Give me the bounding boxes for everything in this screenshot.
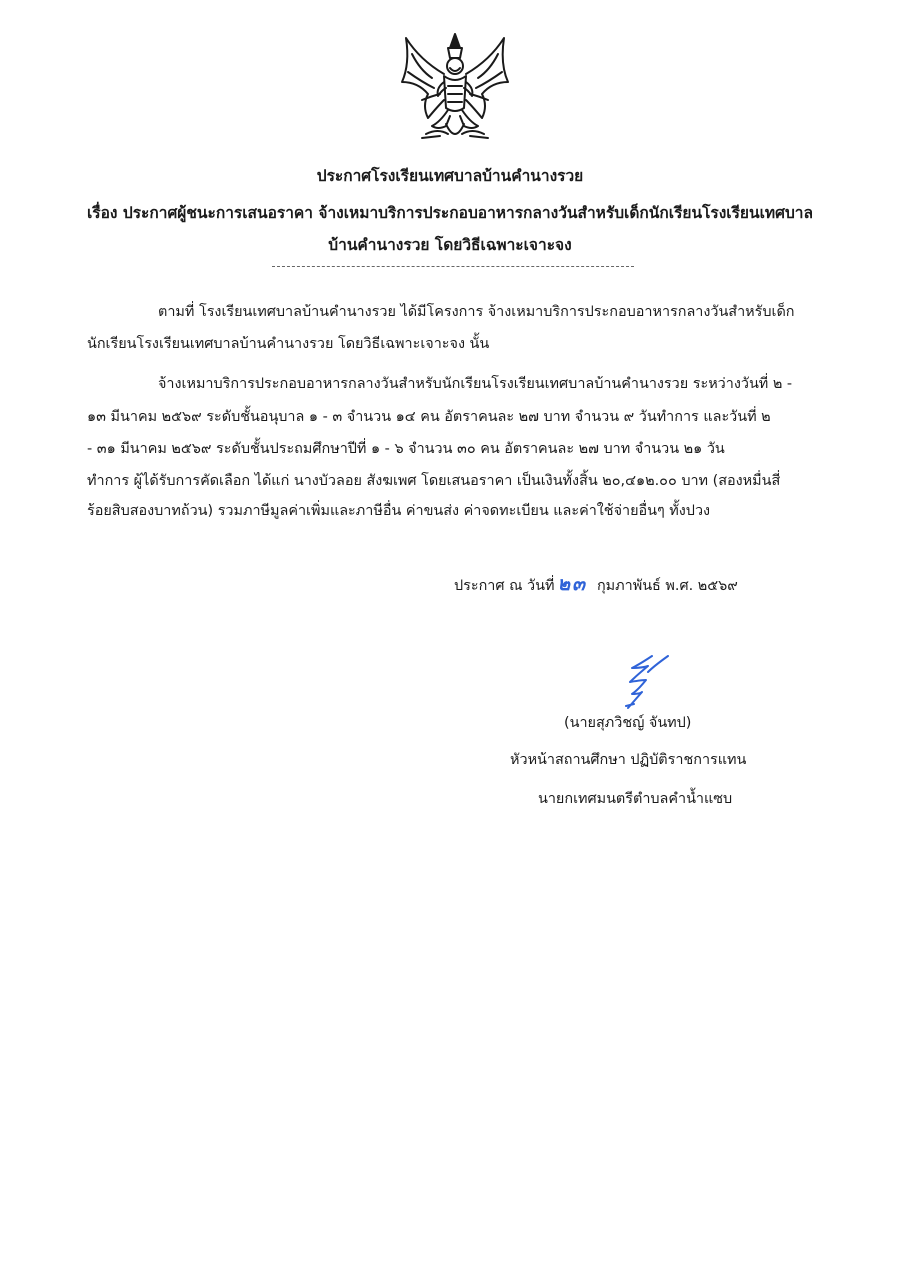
date-prefix: ประกาศ ณ วันที่ — [454, 578, 555, 594]
garuda-emblem-icon — [392, 30, 518, 148]
signatory-name: (นายสุภวิชญ์ จันทป) — [564, 715, 692, 731]
subject-line-1: เรื่อง ประกาศผู้ชนะการเสนอราคา จ้างเหมาบริการประกอบอาหารกลางวันสำหรับเด็กนักเรียนโรงเรียนเทศบาล — [86, 204, 813, 222]
handwritten-signature-icon — [618, 652, 678, 712]
signatory-position-2: นายกเทศมนตรีตำบลคำน้ำแซบ — [538, 791, 733, 807]
date-month-year: กุมภาพันธ์ พ.ศ. ๒๕๖๙ — [596, 578, 738, 594]
body-line: จ้างเหมาบริการประกอบอาหารกลางวันสำหรับนักเรียนโรงเรียนเทศบาลบ้านคำนางรวย ระหว่างวันที่ ๒ - — [158, 376, 793, 392]
body-line: นักเรียนโรงเรียนเทศบาลบ้านคำนางรวย โดยวิธีเฉพาะเจาะจง นั้น — [87, 336, 490, 352]
signatory-position-1: หัวหน้าสถานศึกษา ปฏิบัติราชการแทน — [510, 752, 747, 768]
handwritten-day: ๒๓ — [557, 573, 587, 595]
body-line: ๑๓ มีนาคม ๒๕๖๙ ระดับชั้นอนุบาล ๑ - ๓ จำนวน ๑๔ คน อัตราคนละ ๒๗ บาท จำนวน ๙ วันทำการ และวันที่ ๒ — [87, 409, 771, 425]
subject-line-2: บ้านคำนางรวย โดยวิธีเฉพาะเจาะจง — [328, 236, 572, 254]
announcement-date — [454, 569, 738, 599]
body-line: - ๓๑ มีนาคม ๒๕๖๙ ระดับชั้นประถมศึกษาปีที่ ๑ - ๖ จำนวน ๓๐ คน อัตราคนละ ๒๗ บาท จำนวน ๒๑ วัน — [87, 441, 725, 457]
announcement-title: ประกาศโรงเรียนเทศบาลบ้านคำนางรวย — [316, 167, 584, 185]
title-divider — [272, 266, 634, 267]
body-line: ตามที่ โรงเรียนเทศบาลบ้านคำนางรวย ได้มีโครงการ จ้างเหมาบริการประกอบอาหารกลางวันสำหรับเด็ก — [158, 304, 795, 320]
body-line: ร้อยสิบสองบาทถ้วน) รวมภาษีมูลค่าเพิ่มและภาษีอื่น ค่าขนส่ง ค่าจดทะเบียน และค่าใช้จ่ายอื่นๆ ทั้งปวง — [87, 503, 711, 519]
body-line: ทำการ ผู้ได้รับการคัดเลือก ได้แก่ นางบัวลอย สังฆเพศ โดยเสนอราคา เป็นเงินทั้งสิ้น ๒๐,๔๑๒.๐๐ บาท (สองหมื่นสี่ — [87, 473, 781, 489]
